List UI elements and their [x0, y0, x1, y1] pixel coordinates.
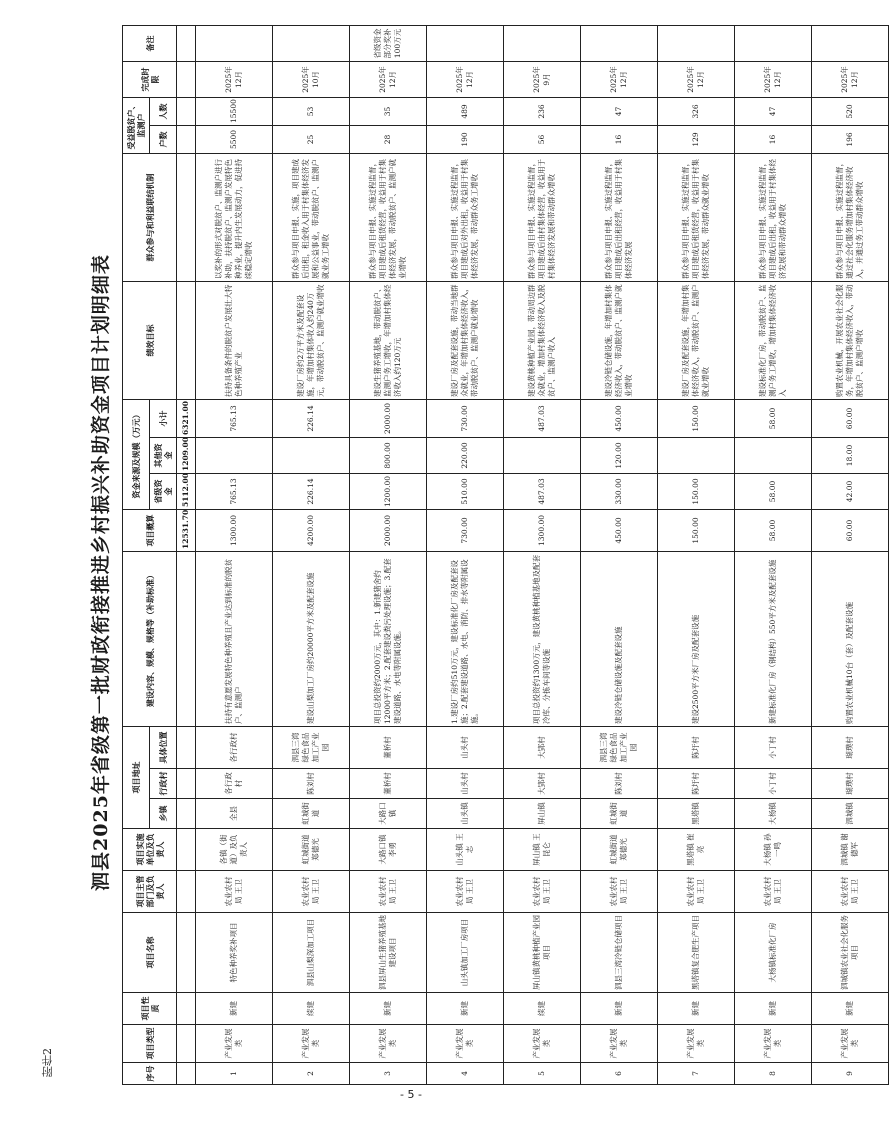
cell-dept: 农业农村局 王卫 [812, 871, 889, 913]
cell-town: 屏山镇 [504, 799, 581, 829]
cell-budget: 450.00 [581, 509, 658, 551]
cell-provincial: 58.00 [735, 473, 812, 509]
cell-mechanism: 群众参与项目申报、实施过程监督，项目建成后租赁经营，收益用于村集体经济发展，带动脱贫户、监测户就业增收 [350, 153, 427, 281]
cell-town: 黑塔镇 [658, 799, 735, 829]
cell-type: 产业发展类 [350, 1025, 427, 1063]
cell-type: 产业发展类 [812, 1025, 889, 1063]
cell-seq: 8 [735, 1063, 812, 1085]
cell-village: 山头村 [427, 769, 504, 799]
cell-name: 特色种养奖补项目 [196, 913, 273, 993]
cell-subtotal: 58.00 [735, 399, 812, 437]
header-other: 其他资金 [150, 437, 177, 473]
header-funds: 资金来源及规模（万元） [123, 399, 150, 509]
cell-subtotal: 226.14 [273, 399, 350, 437]
cell-provincial: 510.00 [427, 473, 504, 509]
cell-town: 虹城街道 [273, 799, 350, 829]
cell-other [504, 437, 581, 473]
header-seq: 序号 [123, 1063, 177, 1085]
cell-content: 购置农业机械10台（套）及配套设施 [812, 551, 889, 726]
header-deadline: 完成时限 [123, 61, 177, 97]
cell-provincial: 42.00 [812, 473, 889, 509]
cell-budget: 4200.00 [273, 509, 350, 551]
cell-budget: 150.00 [658, 509, 735, 551]
cell-seq: 5 [504, 1063, 581, 1085]
cell-impl: 泗城镇 谢德军 [812, 829, 889, 871]
cell-mechanism: 以奖补的形式对脱贫户、监测户进行补助，扶持脱贫户、监测户发展特色种养业，提升内生发展动力，促进持续稳定增收 [196, 153, 273, 281]
header-dept: 项目主管部门及负责人 [123, 871, 177, 913]
cell-households: 25 [273, 125, 350, 153]
header-subtotal: 小计 [150, 399, 177, 437]
cell-other: 220.00 [427, 437, 504, 473]
cell-other [735, 437, 812, 473]
cell-impl: 山头镇 王志 [427, 829, 504, 871]
cell-goals: 建设厂房约2万平方米及配套设施，年增加村集体收入约240万元，带动脱贫户、监测户就业增收 [273, 281, 350, 399]
cell-remark [427, 25, 504, 61]
cell-impl: 屏山镇 王昆仑 [504, 829, 581, 871]
header-goals: 绩效目标 [123, 281, 177, 399]
cell-impl: 大杨镇 孙一鸣 [735, 829, 812, 871]
cell-content: 1.建设厂房约510万元，建设标准化厂房及配套设施；2.配套建设道路、水电、消防、排水等附属设施。 [427, 551, 504, 726]
cell-goals: 建设标准化厂房，带动脱贫户、监测户务工增收，增加村集体经济收入 [735, 281, 812, 399]
cell-goals: 购置农业机械，开展农业社会化服务，年增加村集体经济收入，带动脱贫户、监测户增收 [812, 281, 889, 399]
cell-impl: 各镇（街道）及负责人 [196, 829, 273, 871]
cell-provincial: 226.14 [273, 473, 350, 509]
cell-households: 5500 [196, 125, 273, 153]
cell-dept: 农业农村局 王卫 [658, 871, 735, 913]
table-row [196, 25, 273, 1084]
cell-people: 520 [812, 97, 889, 125]
cell-remark [812, 25, 889, 61]
cell-seq: 4 [427, 1063, 504, 1085]
cell-subtotal: 487.03 [504, 399, 581, 437]
cell-name: 泗县三湾冷链仓储项目 [581, 913, 658, 993]
total-provincial: 5112.00 [177, 473, 196, 509]
header-town: 乡镇 [150, 799, 177, 829]
cell-town: 虹城街道 [581, 799, 658, 829]
cell-goals: 扶持具备条件的脱贫户发展壮大特色种养殖产业 [196, 281, 273, 399]
cell-households: 190 [427, 125, 504, 153]
header-provincial: 省级资金 [150, 473, 177, 509]
cell-name: 黑塔镇复合肥生产项目 [658, 913, 735, 993]
cell-nature: 新建 [812, 993, 889, 1025]
cell-remark [196, 25, 273, 61]
cell-content: 建设山梨加工厂房约20000平方米及配套设施 [273, 551, 350, 726]
header-location: 项目地址 [123, 726, 150, 828]
cell-people: 53 [273, 97, 350, 125]
totals-row [177, 25, 196, 1084]
table-row [504, 25, 581, 1084]
cell-content: 项目总投资约1300万元，建设黄桃种植基地及配套冷库、分拣车间等设施 [504, 551, 581, 726]
cell-dept: 农业农村局 王卫 [735, 871, 812, 913]
cell-impl: 大路口镇 李勇 [350, 829, 427, 871]
page-number: - 5 - [400, 1088, 422, 1101]
cell-content: 建设冷链仓储设施及配套设施 [581, 551, 658, 726]
cell-type: 产业发展类 [658, 1025, 735, 1063]
cell-people: 35 [350, 97, 427, 125]
table-row [812, 25, 889, 1084]
cell-nature: 新建 [658, 993, 735, 1025]
cell-mechanism: 群众参与项目申报、实施，项目建成后出租，租金收入用于村集体经济发展和公益事业，带动脱贫户、监测户就业务工增收 [273, 153, 350, 281]
cell-dept: 农业农村局 王卫 [504, 871, 581, 913]
total-budget: 12531.70 [177, 509, 196, 551]
cell-impl: 虹城街道 郑德光 [273, 829, 350, 871]
cell-households: 56 [504, 125, 581, 153]
cell-specific: 山头村 [427, 726, 504, 768]
table-row [273, 25, 350, 1084]
cell-subtotal: 450.00 [581, 399, 658, 437]
cell-people: 47 [735, 97, 812, 125]
cell-dept: 农业农村局 王卫 [581, 871, 658, 913]
table-body [177, 25, 889, 1084]
cell-subtotal: 150.00 [658, 399, 735, 437]
header-village: 行政村 [150, 769, 177, 799]
cell-name: 泗县山梨深加工项目 [273, 913, 350, 993]
cell-remark [504, 25, 581, 61]
cell-seq: 3 [350, 1063, 427, 1085]
cell-specific: 泗县三湾绿色食品加工产业园 [581, 726, 658, 768]
cell-village: 陈刘村 [273, 769, 350, 799]
cell-remark [581, 25, 658, 61]
cell-content: 扶持有意愿发展特色种养殖且产业达到标准的脱贫户、监测户 [196, 551, 273, 726]
cell-households: 16 [735, 125, 812, 153]
cell-subtotal: 730.00 [427, 399, 504, 437]
cell-people: 326 [658, 97, 735, 125]
cell-seq: 7 [658, 1063, 735, 1085]
cell-people: 489 [427, 97, 504, 125]
table-row [581, 25, 658, 1084]
cell-type: 产业发展类 [196, 1025, 273, 1063]
cell-nature: 续建 [273, 993, 350, 1025]
cell-households: 28 [350, 125, 427, 153]
cell-seq: 9 [812, 1063, 889, 1085]
cell-deadline: 2025年12月 [812, 61, 889, 97]
cell-other [196, 437, 273, 473]
table-row [427, 25, 504, 1084]
cell-village: 小丁村 [735, 769, 812, 799]
cell-specific: 小丁村 [735, 726, 812, 768]
cell-dept: 农业农村局 王卫 [196, 871, 273, 913]
cell-impl: 黑塔镇 崔亮 [658, 829, 735, 871]
cell-deadline: 2025年12月 [658, 61, 735, 97]
table-row [350, 25, 427, 1084]
cell-name: 屏山镇黄桃种植产业园项目 [504, 913, 581, 993]
cell-type: 产业发展类 [735, 1025, 812, 1063]
table-row [658, 25, 735, 1084]
project-plan-table [122, 25, 889, 1085]
cell-nature: 新建 [196, 993, 273, 1025]
cell-name: 泗城镇农业社会化服务项目 [812, 913, 889, 993]
cell-nature: 新建 [350, 993, 427, 1025]
cell-provincial: 765.13 [196, 473, 273, 509]
cell-village: 董桥村 [350, 769, 427, 799]
cell-households: 16 [581, 125, 658, 153]
cell-budget: 1300.00 [504, 509, 581, 551]
cell-deadline: 2025年12月 [427, 61, 504, 97]
cell-impl: 虹城街道 郑德光 [581, 829, 658, 871]
cell-deadline: 2025年12月 [581, 61, 658, 97]
cell-town: 大杨镇 [735, 799, 812, 829]
cell-content: 建设2500平方米厂房及配套设施 [658, 551, 735, 726]
cell-goals: 建设厂房及配套设施，年增加村集体经济收入，带动脱贫户、监测户就业增收 [658, 281, 735, 399]
cell-seq: 6 [581, 1063, 658, 1085]
rotated-table-sheet [80, 28, 864, 1085]
header-people: 人数 [150, 97, 177, 125]
cell-specific: 泗县三湾绿色食品加工产业园 [273, 726, 350, 768]
cell-nature: 新建 [581, 993, 658, 1025]
cell-other: 800.00 [350, 437, 427, 473]
header-specific: 具体位置 [150, 726, 177, 768]
cell-goals: 建设黄桃种植产业园，带动周边群众就业，增加村集体经济收入及脱贫户、监测户收入 [504, 281, 581, 399]
cell-seq: 1 [196, 1063, 273, 1085]
cell-remark [658, 25, 735, 61]
header-households: 户数 [150, 125, 177, 153]
cell-deadline: 2025年9月 [504, 61, 581, 97]
cell-type: 产业发展类 [504, 1025, 581, 1063]
cell-provincial: 330.00 [581, 473, 658, 509]
header-type: 项目类型 [123, 1025, 177, 1063]
cell-households: 196 [812, 125, 889, 153]
header-budget: 项目概算 [123, 509, 177, 551]
cell-type: 产业发展类 [581, 1025, 658, 1063]
cell-specific: 大郢村 [504, 726, 581, 768]
cell-deadline: 2025年12月 [350, 61, 427, 97]
cell-name: 山头镇加工厂房项目 [427, 913, 504, 993]
cell-subtotal: 2000.00 [350, 399, 427, 437]
cell-people: 47 [581, 97, 658, 125]
cell-mechanism: 群众参与项目申报、实施过程监督，项目建成后租赁经营，收益用于村集体经济发展，带动群众就业增收 [658, 153, 735, 281]
cell-goals: 建设厂房及配套设施，带动当地群众就业，年增加村集体经济收入，带动脱贫户、监测户就业增收 [427, 281, 504, 399]
cell-village: 瑚璞村 [812, 769, 889, 799]
header-name: 项目名称 [123, 913, 177, 993]
cell-content: 项目总投资约2000万元，其中：1.新建猪舍约12000平方米；2.配套建设粪污处理设施；3.配套建设道路、水电等附属设施。 [350, 551, 427, 726]
cell-other: 18.00 [812, 437, 889, 473]
cell-specific: 董桥村 [350, 726, 427, 768]
cell-provincial: 487.03 [504, 473, 581, 509]
cell-mechanism: 群众参与项目申报、实施过程监督，项目建成后由村集体经营，收益用于村集体经济发展和带动群众增收 [504, 153, 581, 281]
cell-other [273, 437, 350, 473]
cell-name: 大杨镇标准化厂房 [735, 913, 812, 993]
cell-town: 全县 [196, 799, 273, 829]
cell-deadline: 2025年12月 [196, 61, 273, 97]
total-other: 1209.00 [177, 437, 196, 473]
cell-people: 15500 [196, 97, 273, 125]
header-beneficiaries: 受益脱贫户、监测户 [123, 97, 150, 153]
cell-nature: 新建 [427, 993, 504, 1025]
cell-town: 山头镇 [427, 799, 504, 829]
total-subtotal: 6321.00 [177, 399, 196, 437]
cell-subtotal: 765.13 [196, 399, 273, 437]
cell-seq: 2 [273, 1063, 350, 1085]
cell-town: 泗城镇 [812, 799, 889, 829]
cell-budget: 1300.00 [196, 509, 273, 551]
cell-dept: 农业农村局 王卫 [427, 871, 504, 913]
cell-people: 236 [504, 97, 581, 125]
document-title: 泗县2025年省级第一批财政衔接推进乡村振兴补助资金项目计划明细表 [90, 254, 112, 891]
cell-name: 泗县屏山生猪养殖基地建设项目 [350, 913, 427, 993]
header-impl: 项目实施单位及负责人 [123, 829, 177, 871]
table-row [735, 25, 812, 1084]
cell-mechanism: 群众参与项目申报、实施过程监督，项目建成后出租，收益用于村集体经济发展和带动群众增收 [735, 153, 812, 281]
cell-village: 陈圩村 [658, 769, 735, 799]
cell-goals: 建设冷链仓储设施，年增加村集体经济收入，带动脱贫户、监测户就业增收 [581, 281, 658, 399]
cell-dept: 农业农村局 王卫 [273, 871, 350, 913]
cell-goals: 建设生猪养殖基地，带动脱贫户、监测户务工增收，年增加村集体经济收入约120万元 [350, 281, 427, 399]
cell-specific: 陈圩村 [658, 726, 735, 768]
cell-content: 新建标准化厂房（钢结构）550平方米及配套设施 [735, 551, 812, 726]
header-mechanism: 群众参与和利益联结机制 [123, 153, 177, 281]
cell-nature: 新建 [735, 993, 812, 1025]
cell-dept: 农业农村局 王卫 [350, 871, 427, 913]
cell-mechanism: 群众参与项目申报、实施过程监督，项目建成后对外出租，收益用于村集体经济发展，带动群众务工增收 [427, 153, 504, 281]
cell-mechanism: 群众参与项目申报、实施过程监督，项目建成后出租经营，收益用于村集体经济发展 [581, 153, 658, 281]
cell-village: 大郢村 [504, 769, 581, 799]
cell-budget: 730.00 [427, 509, 504, 551]
cell-budget: 60.00 [812, 509, 889, 551]
cell-type: 产业发展类 [273, 1025, 350, 1063]
cell-budget: 2000.00 [350, 509, 427, 551]
cell-subtotal: 60.00 [812, 399, 889, 437]
header-content: 建设内容、规模、规格等（补助标准） [123, 551, 177, 726]
attachment-label: 附件2 [41, 1048, 54, 1077]
cell-remark [735, 25, 812, 61]
cell-mechanism: 群众参与项目申报、实施过程监督，通过社会化服务增加村集体经济收入，并通过务工带动群众增收 [812, 153, 889, 281]
cell-nature: 续建 [504, 993, 581, 1025]
cell-provincial: 150.00 [658, 473, 735, 509]
header-remark: 备注 [123, 25, 177, 61]
cell-households: 129 [658, 125, 735, 153]
cell-town: 大路口镇 [350, 799, 427, 829]
cell-other: 120.00 [581, 437, 658, 473]
header-nature: 项目性质 [123, 993, 177, 1025]
cell-provincial: 1200.00 [350, 473, 427, 509]
cell-remark [273, 25, 350, 61]
cell-deadline: 2025年12月 [735, 61, 812, 97]
cell-type: 产业发展类 [427, 1025, 504, 1063]
cell-specific: 瑚璞村 [812, 726, 889, 768]
cell-remark: 省级资金部分奖补100万元 [350, 25, 427, 61]
cell-village: 各行政村 [196, 769, 273, 799]
cell-specific: 各行政村 [196, 726, 273, 768]
cell-budget: 58.00 [735, 509, 812, 551]
cell-village: 陈刘村 [581, 769, 658, 799]
cell-other [658, 437, 735, 473]
cell-deadline: 2025年10月 [273, 61, 350, 97]
